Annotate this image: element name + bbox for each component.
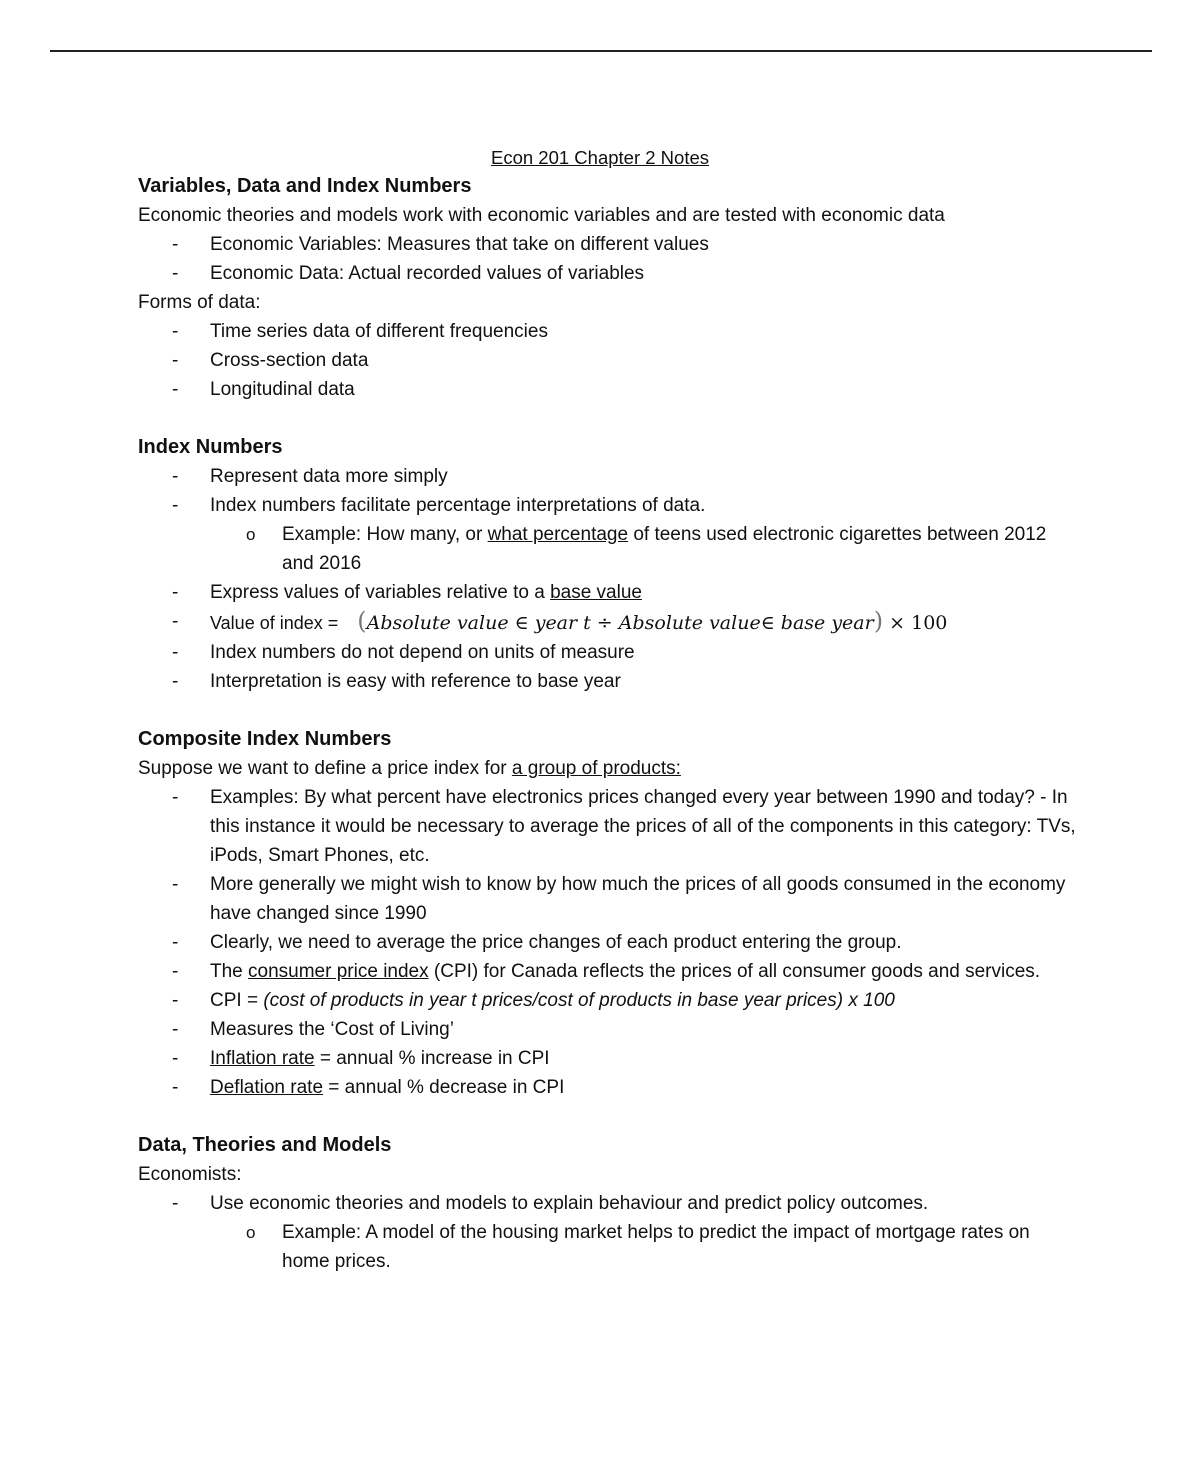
list-item: - Index numbers do not depend on units of measure — [138, 638, 1078, 667]
text-run: Example: How many, or — [282, 524, 488, 545]
bullet-list — [138, 783, 1078, 1102]
formula-multiplier: × 100 — [889, 612, 948, 634]
bullet-list — [138, 1189, 1078, 1276]
list-item: - Longitudinal data — [138, 375, 1078, 404]
section-variables-data — [138, 172, 1078, 404]
header-rule — [50, 50, 1152, 52]
underlined-text: Deflation rate — [210, 1077, 324, 1098]
sub-list-item — [210, 520, 1078, 578]
section-heading: Variables, Data and Index Numbers — [138, 175, 472, 197]
document-body — [138, 143, 1078, 1276]
bullet-list — [138, 230, 1078, 288]
index-formula — [357, 607, 948, 635]
formula-paren: ) — [873, 607, 884, 635]
list-item — [138, 607, 1078, 638]
underlined-text: consumer price index — [248, 961, 429, 982]
text-run: of teens used electronic cigarettes between 2012 and 2016 — [282, 524, 1047, 574]
text-run: = annual % decrease in CPI — [323, 1077, 565, 1098]
underlined-text: Inflation rate — [210, 1048, 315, 1069]
list-item — [138, 1044, 1078, 1073]
section-heading: Composite Index Numbers — [138, 728, 392, 750]
spacer — [138, 696, 1078, 725]
underlined-text: base value — [550, 582, 642, 603]
list-item: - More generally we might wish to know by how much the prices of all goods consumed in the economy have changed since 1990 — [138, 870, 1078, 928]
section-index-numbers — [138, 433, 1078, 696]
text-run: The — [210, 961, 249, 982]
list-item-text: Index numbers facilitate percentage interpretations of data. — [210, 495, 706, 516]
list-item — [138, 957, 1078, 986]
list-item: - Economic Data: Actual recorded values of variables — [138, 259, 1078, 288]
sub-list-item: o Example: A model of the housing market helps to predict the impact of mortgage rates on home prices. — [210, 1218, 1078, 1276]
italic-text: (cost of products in year t prices/cost of products in base year prices) x 100 — [263, 990, 895, 1011]
section-heading: Data, Theories and Models — [138, 1134, 392, 1156]
paragraph: Economists: — [138, 1164, 242, 1185]
paragraph: Economic theories and models work with economic variables and are tested with economic data — [138, 205, 945, 226]
list-item: - Cross-section data — [138, 346, 1078, 375]
list-item — [138, 491, 1078, 578]
list-item — [138, 1189, 1078, 1276]
bullet-list — [138, 462, 1078, 696]
paragraph: Forms of data: — [138, 292, 261, 313]
list-item: - Economic Variables: Measures that take on different values — [138, 230, 1078, 259]
text-run: Express values of variables relative to a — [210, 582, 551, 603]
document-title: Econ 201 Chapter 2 Notes — [490, 147, 710, 168]
list-item: - Examples: By what percent have electronics prices changed every year between 1990 and today? - In this instance it would be necessary to average the prices of all of the components in this category: TVs, iPods, Smart Phones, etc. — [138, 783, 1078, 870]
spacer — [138, 1102, 1078, 1131]
list-item-text: Use economic theories and models to explain behaviour and predict policy outcomes. — [210, 1193, 929, 1214]
underlined-text: a group of products: — [511, 758, 681, 779]
text-run: (CPI) for Canada reflects the prices of all consumer goods and services. — [428, 961, 1041, 982]
list-item: - Time series data of different frequencies — [138, 317, 1078, 346]
text-run: Value of index = — [210, 613, 344, 633]
section-data-theories-models — [138, 1131, 1078, 1276]
sub-list — [138, 1218, 1078, 1276]
text-run: CPI = — [210, 990, 264, 1011]
list-item: - Interpretation is easy with reference to base year — [138, 667, 1078, 696]
list-item — [138, 986, 1078, 1015]
text-run: Suppose we want to define a price index for — [138, 758, 512, 779]
underlined-text: what percentage — [487, 524, 629, 545]
list-item: - Measures the ‘Cost of Living’ — [138, 1015, 1078, 1044]
formula-body: Absolute value ∈ year t ÷ Absolute value∈ base year — [366, 612, 874, 634]
list-item: - Represent data more simply — [138, 462, 1078, 491]
list-item: - Clearly, we need to average the price changes of each product entering the group. — [138, 928, 1078, 957]
formula-paren: ( — [357, 607, 367, 635]
list-item — [138, 578, 1078, 607]
paragraph — [138, 754, 1078, 783]
section-heading: Index Numbers — [138, 436, 283, 458]
sub-list — [138, 520, 1078, 578]
section-composite-index — [138, 725, 1078, 1102]
spacer — [138, 404, 1078, 433]
text-run: = annual % increase in CPI — [314, 1048, 550, 1069]
list-item — [138, 1073, 1078, 1102]
bullet-list — [138, 317, 1078, 404]
